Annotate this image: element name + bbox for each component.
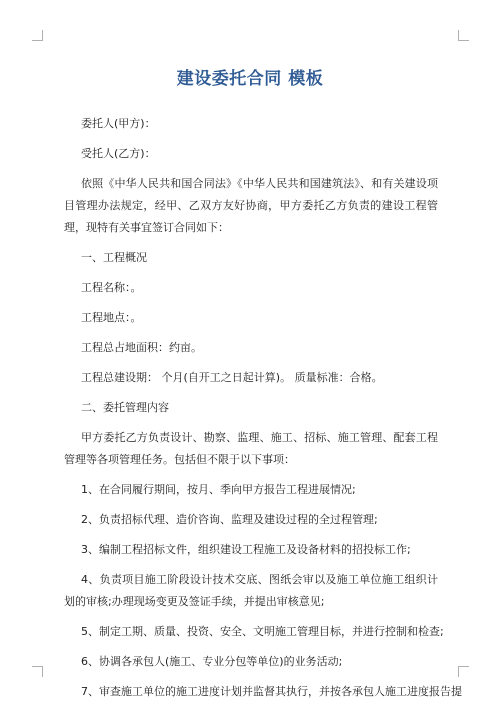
- paragraph-project-area: 工程总占地面积：约亩。: [81, 341, 202, 354]
- document-body: [64, 113, 462, 711]
- list-item-4: 4、负责项目施工阶段设计技术交底、图纸会审以及施工单位施工组织计划的审核;办理现场变更及签证手续，并提出审核意见;: [64, 573, 438, 608]
- crop-mark-top-left: [32, 30, 43, 41]
- paragraph-preamble: 依照《中华人民共和国合同法》《中华人民共和国建筑法》、和有关建设项目管理办法规定，经甲、乙双方友好协商，甲方委托乙方负责的建设工程管理，现特有关事宜签订合同如下：: [64, 177, 438, 234]
- list-item-3: 3、编制工程招标文件，组织建设工程施工及设备材料的招投标工作;: [81, 543, 411, 556]
- list-item-6: 6、协调各承包人(施工、专业分包等单位)的业务活动;: [81, 655, 343, 668]
- paragraph-client: 委托人(甲方)：: [81, 117, 156, 130]
- list-item-7: 7、审查施工单位的施工进度计划并监督其执行，并按各承包人施工进度报告提: [81, 685, 462, 698]
- list-item-1: 1、在合同履行期间，按月、季向甲方报告工程进展情况;: [81, 483, 356, 496]
- section-heading-overview: 一、工程概况: [81, 251, 147, 264]
- document-title: 建设委托合同 模板: [176, 69, 324, 89]
- crop-mark-bottom-left: [32, 666, 43, 677]
- paragraph-project-location: 工程地点：。: [81, 311, 142, 324]
- list-item-2: 2、负责招标代理、造价咨询、监理及建设过程的全过程管理;: [81, 513, 378, 526]
- paragraph-contractor: 受托人(乙方)：: [81, 147, 156, 160]
- crop-mark-top-right: [458, 30, 469, 41]
- section-heading-management: 二、委托管理内容: [81, 401, 169, 414]
- paragraph-project-name: 工程名称：。: [81, 281, 142, 294]
- paragraph-project-duration: 工程总建设期： 个月(自开工之日起计算)。 质量标准：合格。: [81, 371, 383, 384]
- crop-mark-bottom-right: [458, 666, 469, 677]
- paragraph-management-scope: 甲方委托乙方负责设计、勘察、监理、施工、招标、施工管理、配套工程管理等各项管理任务。包括但不限于以下事项：: [64, 431, 438, 466]
- list-item-5: 5、制定工期、质量、投资、安全、文明施工管理目标，并进行控制和检查;: [81, 625, 444, 638]
